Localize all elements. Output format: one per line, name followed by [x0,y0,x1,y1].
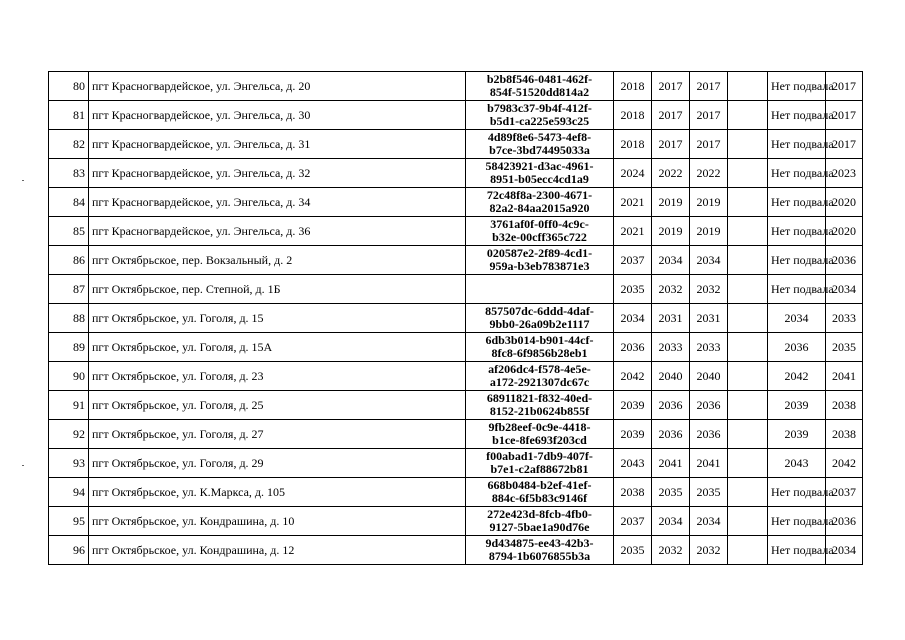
guid-line-2: 854f-51520dd814a2 [489,85,590,99]
row-number: 85 [49,217,89,246]
row-number: 87 [49,275,89,304]
housing-table [48,71,863,565]
table-body [49,72,863,565]
note-cell: 2036 [768,333,826,362]
year-cell-2: 2036 [652,420,690,449]
table-row [49,159,863,188]
year-cell-5: 2038 [826,420,863,449]
table-row [49,507,863,536]
table-row [49,420,863,449]
guid-cell [466,101,614,130]
guid-line-2: 8fc8-6f9856b28eb1 [491,346,588,360]
guid-cell [466,507,614,536]
year-cell-5: 2041 [826,362,863,391]
table-row [49,188,863,217]
guid-cell [466,391,614,420]
year-cell-4 [728,304,768,333]
year-cell-3: 2017 [690,130,728,159]
year-cell-5: 2017 [826,101,863,130]
guid-line-1: 857507dc-6ddd-4daf- [485,304,594,318]
table-row [49,536,863,565]
year-cell-3: 2036 [690,391,728,420]
guid-line-2: b32e-00cff365c722 [492,230,587,244]
year-cell-4 [728,333,768,362]
address-cell: пгт Октябрьское, ул. К.Маркса, д. 105 [89,478,466,507]
note-cell: 2039 [768,391,826,420]
year-cell-4 [728,246,768,275]
row-number: 96 [49,536,89,565]
address-cell: пгт Красногвардейское, ул. Энгельса, д. 32 [89,159,466,188]
year-cell-3: 2032 [690,536,728,565]
address-cell: пгт Октябрьское, ул. Гоголя, д. 25 [89,391,466,420]
guid-line-2: 884c-6f5b83c9146f [491,491,588,505]
year-cell-2: 2032 [652,275,690,304]
year-cell-1: 2036 [614,333,652,362]
guid-line-2: 9127-5bae1a90d76e [489,520,590,534]
year-cell-3: 2019 [690,188,728,217]
year-cell-4 [728,130,768,159]
year-cell-3: 2035 [690,478,728,507]
year-cell-1: 2024 [614,159,652,188]
year-cell-2: 2033 [652,333,690,362]
note-cell: Нет подвала [768,188,826,217]
row-number: 95 [49,507,89,536]
guid-line-1: 72c48f8a-2300-4671- [486,188,593,202]
year-cell-5: 2023 [826,159,863,188]
guid-line-1: 4d89f8e6-5473-4ef8- [487,130,592,144]
guid-line-1: 668b0484-b2ef-41ef- [487,478,592,492]
year-cell-1: 2037 [614,246,652,275]
year-cell-2: 2017 [652,72,690,101]
year-cell-2: 2017 [652,101,690,130]
guid-line-2: 82a2-84aa2015a920 [489,201,590,215]
year-cell-4 [728,362,768,391]
address-cell: пгт Октябрьское, пер. Степной, д. 1Б [89,275,466,304]
row-number: 86 [49,246,89,275]
year-cell-1: 2035 [614,275,652,304]
address-cell: пгт Красногвардейское, ул. Энгельса, д. 30 [89,101,466,130]
table-row [49,217,863,246]
guid-cell [466,333,614,362]
guid-cell [466,246,614,275]
row-number: 90 [49,362,89,391]
year-cell-5: 2017 [826,72,863,101]
table-row [49,304,863,333]
table-row [49,362,863,391]
year-cell-2: 2034 [652,507,690,536]
note-cell: Нет подвала [768,217,826,246]
guid-line-1: 020587e2-2f89-4cd1- [486,246,593,260]
guid-line-2: b7e1-c2af88672b81 [490,462,589,476]
year-cell-4 [728,536,768,565]
address-cell: пгт Октябрьское, ул. Гоголя, д. 27 [89,420,466,449]
year-cell-2: 2036 [652,391,690,420]
table-row [49,130,863,159]
year-cell-2: 2040 [652,362,690,391]
margin-mark [22,465,24,466]
year-cell-3: 2041 [690,449,728,478]
year-cell-4 [728,391,768,420]
year-cell-4 [728,478,768,507]
note-cell: Нет подвала [768,159,826,188]
address-cell: пгт Октябрьское, ул. Кондрашина, д. 12 [89,536,466,565]
guid-line-1: 3761af0f-0ff0-4c9c- [490,217,589,231]
table-row [49,101,863,130]
guid-cell [466,159,614,188]
note-cell: 2039 [768,420,826,449]
guid-cell [466,478,614,507]
year-cell-2: 2034 [652,246,690,275]
guid-cell [466,449,614,478]
row-number: 94 [49,478,89,507]
guid-line-2: 8794-1b6076855b3a [488,549,591,563]
year-cell-1: 2035 [614,536,652,565]
year-cell-5: 2033 [826,304,863,333]
guid-line-2: 9bb0-26a09b2e1117 [489,317,590,331]
guid-line-1: f00abad1-7db9-407f- [486,449,593,463]
year-cell-5: 2042 [826,449,863,478]
year-cell-4 [728,420,768,449]
guid-cell [466,130,614,159]
address-cell: пгт Красногвардейское, ул. Энгельса, д. 36 [89,217,466,246]
note-cell: Нет подвала [768,536,826,565]
guid-cell [466,217,614,246]
year-cell-5: 2034 [826,275,863,304]
year-cell-1: 2018 [614,101,652,130]
year-cell-1: 2018 [614,72,652,101]
year-cell-3: 2033 [690,333,728,362]
year-cell-4 [728,159,768,188]
year-cell-3: 2031 [690,304,728,333]
row-number: 81 [49,101,89,130]
guid-line-2: 959a-b3eb783871e3 [489,259,590,273]
year-cell-2: 2035 [652,478,690,507]
address-cell: пгт Октябрьское, пер. Вокзальный, д. 2 [89,246,466,275]
row-number: 80 [49,72,89,101]
year-cell-4 [728,188,768,217]
address-cell: пгт Октябрьское, ул. Гоголя, д. 15А [89,333,466,362]
year-cell-3: 2034 [690,507,728,536]
table-row [49,333,863,362]
guid-line-2: a172-2921307dc67c [489,375,590,389]
row-number: 93 [49,449,89,478]
row-number: 84 [49,188,89,217]
year-cell-4 [728,449,768,478]
year-cell-5: 2035 [826,333,863,362]
guid-line-2: 8951-b05ecc4cd1a9 [490,172,589,186]
note-cell: Нет подвала [768,130,826,159]
year-cell-2: 2032 [652,536,690,565]
row-number: 82 [49,130,89,159]
note-cell: Нет подвала [768,275,826,304]
note-cell: Нет подвала [768,478,826,507]
table-row [49,275,863,304]
year-cell-1: 2043 [614,449,652,478]
guid-cell [466,72,614,101]
year-cell-3: 2040 [690,362,728,391]
year-cell-2: 2019 [652,217,690,246]
year-cell-1: 2039 [614,391,652,420]
year-cell-3: 2017 [690,72,728,101]
margin-mark [22,180,24,181]
year-cell-5: 2036 [826,246,863,275]
note-cell: Нет подвала [768,246,826,275]
guid-cell [466,420,614,449]
guid-cell [466,304,614,333]
guid-line-1: 9d434875-ee43-42b3- [485,536,594,550]
guid-line-2: 8152-21b0624b855f [489,404,590,418]
year-cell-2: 2022 [652,159,690,188]
year-cell-1: 2039 [614,420,652,449]
year-cell-3: 2034 [690,246,728,275]
year-cell-2: 2017 [652,130,690,159]
guid-cell [466,188,614,217]
address-cell: пгт Красногвардейское, ул. Энгельса, д. 34 [89,188,466,217]
table-row [49,478,863,507]
year-cell-3: 2032 [690,275,728,304]
year-cell-5: 2038 [826,391,863,420]
year-cell-2: 2019 [652,188,690,217]
year-cell-1: 2021 [614,217,652,246]
year-cell-5: 2034 [826,536,863,565]
row-number: 92 [49,420,89,449]
guid-line-1: 68911821-f832-40ed- [486,391,593,405]
table-row [49,391,863,420]
year-cell-4 [728,72,768,101]
address-cell: пгт Красногвардейское, ул. Энгельса, д. 31 [89,130,466,159]
address-cell: пгт Красногвардейское, ул. Энгельса, д. 20 [89,72,466,101]
address-cell: пгт Октябрьское, ул. Гоголя, д. 23 [89,362,466,391]
note-cell: Нет подвала [768,101,826,130]
address-cell: пгт Октябрьское, ул. Кондрашина, д. 10 [89,507,466,536]
address-cell: пгт Октябрьское, ул. Гоголя, д. 15 [89,304,466,333]
year-cell-5: 2020 [826,217,863,246]
guid-cell [466,536,614,565]
row-number: 83 [49,159,89,188]
table-row [49,72,863,101]
guid-line-2: b7ce-3bd74495033a [489,143,590,157]
year-cell-1: 2021 [614,188,652,217]
year-cell-5: 2017 [826,130,863,159]
year-cell-3: 2022 [690,159,728,188]
year-cell-2: 2031 [652,304,690,333]
year-cell-4 [728,217,768,246]
year-cell-5: 2036 [826,507,863,536]
note-cell: 2042 [768,362,826,391]
guid-line-1: 272e423d-8fcb-4fb0- [487,507,592,521]
row-number: 88 [49,304,89,333]
year-cell-1: 2042 [614,362,652,391]
year-cell-2: 2041 [652,449,690,478]
note-cell: 2034 [768,304,826,333]
guid-cell [466,275,614,304]
year-cell-5: 2037 [826,478,863,507]
note-cell: Нет подвала [768,507,826,536]
row-number: 89 [49,333,89,362]
year-cell-1: 2038 [614,478,652,507]
note-cell: Нет подвала [768,72,826,101]
guid-cell [466,362,614,391]
year-cell-3: 2019 [690,217,728,246]
guid-line-1: 6db3b014-b901-44cf- [485,333,594,347]
address-cell: пгт Октябрьское, ул. Гоголя, д. 29 [89,449,466,478]
guid-line-1: 9fb28eef-0c9e-4418- [488,420,591,434]
note-cell: 2043 [768,449,826,478]
year-cell-3: 2017 [690,101,728,130]
guid-line-1: b2b8f546-0481-462f- [486,72,593,86]
table-row [49,246,863,275]
guid-line-2: b5d1-ca225e593c25 [489,114,590,128]
year-cell-4 [728,507,768,536]
year-cell-3: 2036 [690,420,728,449]
year-cell-1: 2037 [614,507,652,536]
row-number: 91 [49,391,89,420]
year-cell-1: 2034 [614,304,652,333]
year-cell-4 [728,101,768,130]
year-cell-4 [728,275,768,304]
table-row [49,449,863,478]
guid-line-1: b7983c37-9b4f-412f- [487,101,592,115]
guid-line-1: af206dc4-f578-4e5e- [488,362,591,376]
year-cell-5: 2020 [826,188,863,217]
guid-line-2: b1ce-8fe693f203cd [492,433,587,447]
year-cell-1: 2018 [614,130,652,159]
guid-line-1: 58423921-d3ac-4961- [485,159,594,173]
